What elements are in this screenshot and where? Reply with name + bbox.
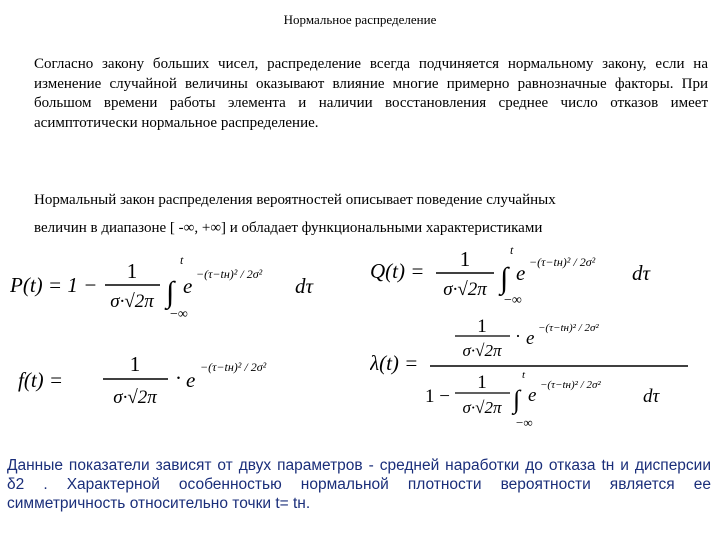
- formula-lambda-top-denominator: σ·√2π: [462, 341, 502, 360]
- formula-q-exp-base: e: [516, 261, 526, 285]
- formula-lambda-upper-limit: t: [522, 369, 526, 381]
- formula-f-exponent: −(τ−tн)² / 2σ²: [200, 360, 267, 374]
- formula-f-exp-base: e: [186, 368, 196, 392]
- note-paragraph: Данные показатели зависят от двух параметров - средней наработки до отказа tн и дисперсии δ2 . Характерной особенностью нормальной плотности вероятности является ее симметричность относительно точки t= tн.: [7, 457, 711, 512]
- page-title: Нормальное распределение: [283, 12, 437, 27]
- formula-q-exponent: −(τ−tн)² / 2σ²: [529, 255, 596, 269]
- formula-p: [10, 250, 340, 330]
- formula-q-upper-limit: t: [510, 244, 514, 257]
- formula-lambda-top-numerator: 1: [477, 316, 487, 337]
- formula-q-lower-limit: −∞: [504, 293, 522, 308]
- formula-lambda-bottom-denominator: σ·√2π: [462, 398, 502, 417]
- formula-p-exponent: −(τ−tн)² / 2σ²: [196, 267, 263, 281]
- formula-p-upper-limit: t: [180, 253, 184, 267]
- intro-paragraph: Согласно закону больших чисел, распределение всегда подчиняется нормальному закону, если на изменение случайной величины оказывают влияние многие примерно равнозначные факторы. При большом времени работы элемента и наличии восстановления среднее число отказов имеет асимптотически нормальное распределение.: [34, 56, 708, 131]
- formula-f-denominator: σ·√2π: [113, 387, 157, 408]
- formula-lambda-top-exponent: −(τ−tн)² / 2σ²: [538, 322, 599, 334]
- formula-f: [18, 345, 348, 420]
- formula-q-integral-sign: ∫: [500, 262, 509, 295]
- formula-lambda-integral-sign: ∫: [513, 385, 521, 414]
- formula-lambda-multiply-dot: ·: [515, 326, 521, 346]
- definition-line-2: величин в диапазоне [ -∞, +∞] и обладает функциональными характеристиками: [34, 220, 543, 236]
- formula-lambda-bottom-exp-base: e: [528, 385, 537, 406]
- formula-p-numerator: 1: [126, 259, 138, 283]
- formula-p-exp-base: e: [183, 274, 193, 298]
- formula-p-integral-sign: ∫: [166, 276, 175, 309]
- formula-q: [370, 244, 690, 314]
- formula-q-lhs: Q(t) =: [370, 259, 425, 283]
- formula-p-lhs: P(t) = 1 −: [10, 273, 98, 297]
- formula-q-differential: dτ: [632, 261, 651, 285]
- formula-p-lower-limit: −∞: [170, 307, 188, 322]
- formula-lambda-top-exp-base: e: [526, 328, 535, 349]
- formula-q-denominator: σ·√2π: [443, 279, 487, 300]
- formula-lambda-lhs: λ(t) =: [370, 351, 419, 375]
- formula-lambda: [370, 312, 690, 437]
- formula-lambda-lower-limit: −∞: [516, 415, 533, 430]
- formula-lambda-bottom-exponent: −(τ−tн)² / 2σ²: [540, 379, 601, 391]
- formula-q-numerator: 1: [459, 247, 471, 271]
- formula-f-lhs: f(t) =: [18, 368, 64, 392]
- formula-p-denominator: σ·√2π: [110, 291, 154, 312]
- formula-f-numerator: 1: [129, 352, 141, 376]
- formula-lambda-differential: dτ: [643, 386, 660, 407]
- formula-lambda-minus: 1 −: [425, 386, 450, 407]
- definition-paragraph: [34, 186, 708, 242]
- formula-p-differential: dτ: [295, 274, 314, 298]
- formula-lambda-bottom-numerator: 1: [477, 372, 487, 393]
- definition-line-1: Нормальный закон распределения вероятностей описывает поведение случайных: [34, 192, 556, 208]
- formula-f-multiply-dot: ·: [175, 366, 182, 390]
